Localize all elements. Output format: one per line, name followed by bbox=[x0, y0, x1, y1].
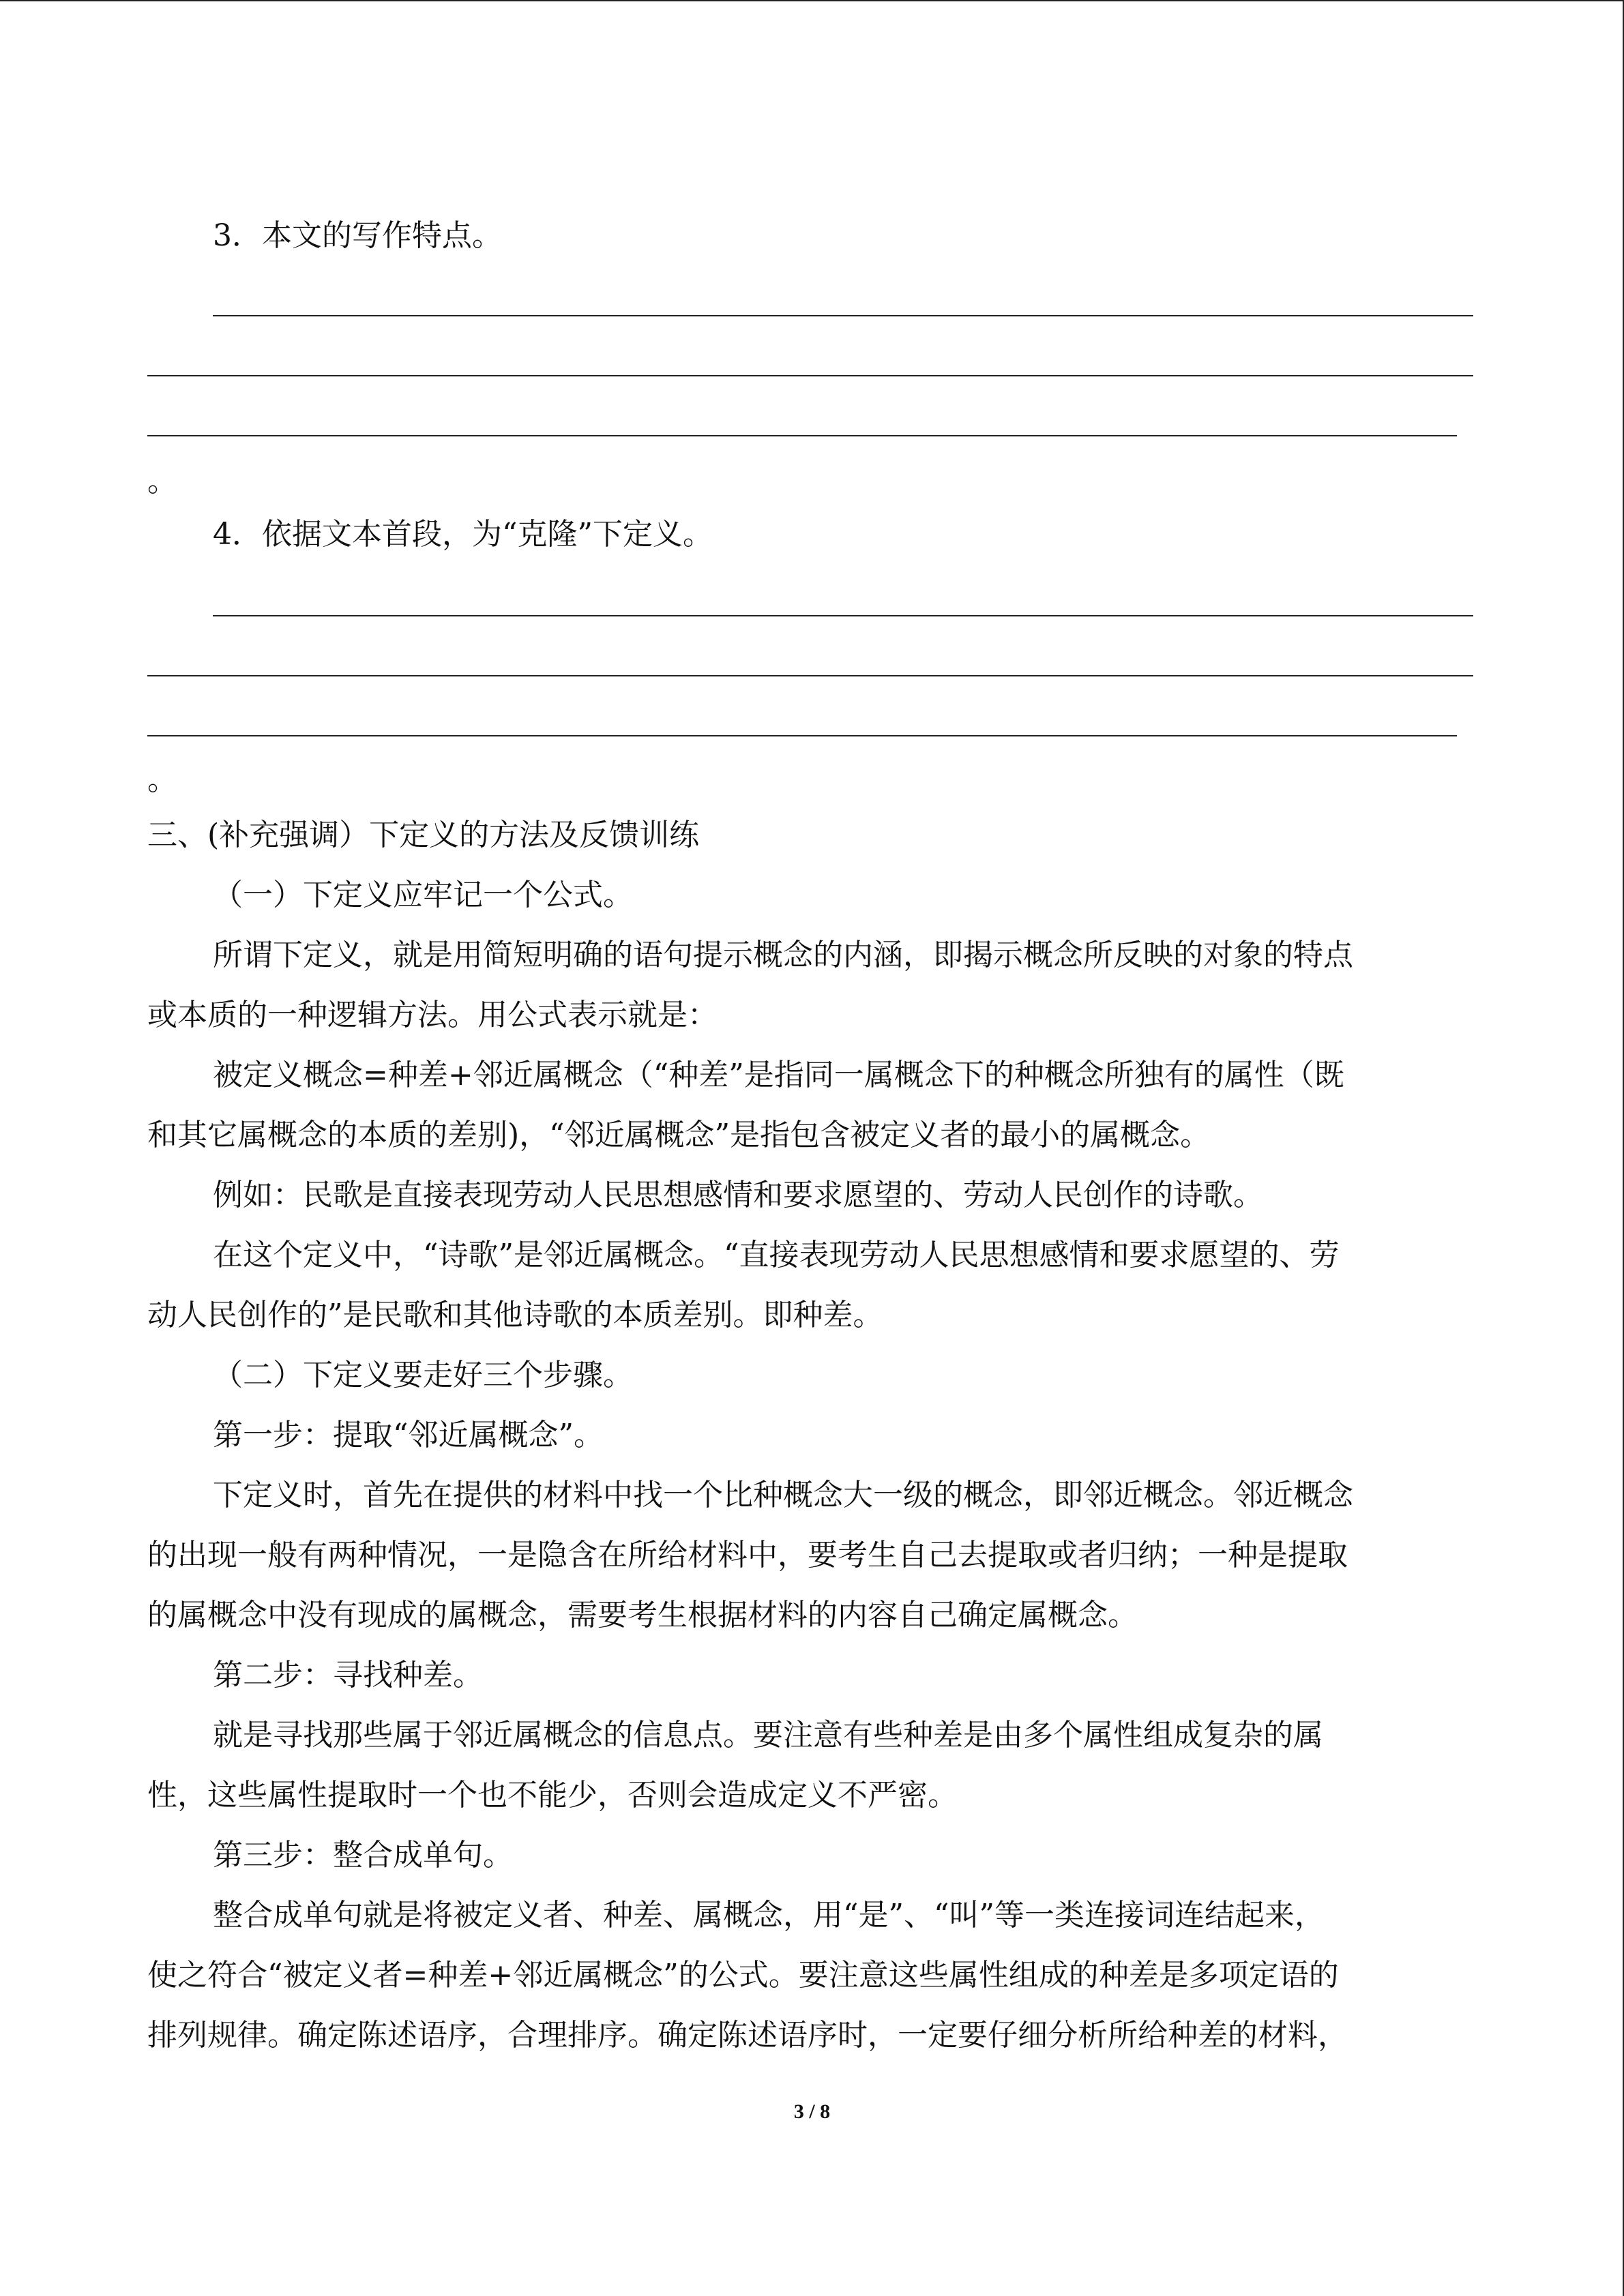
subheading-2: （二）下定义要走好三个步骤。 bbox=[213, 1358, 633, 1392]
paragraph-4-line-2: 动人民创作的”是民歌和其他诗歌的本质差别。即种差。 bbox=[147, 1298, 883, 1332]
step-1-heading: 第一步：提取“邻近属概念”。 bbox=[213, 1418, 604, 1452]
answer-line-q3-1[interactable] bbox=[213, 315, 1473, 316]
answer-line-q4-2[interactable] bbox=[147, 675, 1473, 676]
section-heading: 三、(补充强调）下定义的方法及反馈训练 bbox=[147, 818, 700, 852]
question-4-end-mark: 。 bbox=[147, 762, 177, 797]
page-number: 3 / 8 bbox=[793, 2100, 831, 2123]
paragraph-5-line-1: 下定义时，首先在提供的材料中找一个比种概念大一级的概念，即邻近概念。邻近概念 bbox=[213, 1478, 1353, 1512]
answer-line-q3-3[interactable] bbox=[147, 435, 1457, 436]
paragraph-5-line-3: 的属概念中没有现成的属概念，需要考生根据材料的内容自己确定属概念。 bbox=[147, 1598, 1138, 1632]
paragraph-7-line-2: 使之符合“被定义者=种差+邻近属概念”的公式。要注意这些属性组成的种差是多项定语的 bbox=[147, 1958, 1339, 1993]
paragraph-2-line-1: 被定义概念=种差+邻近属概念（“种差”是指同一属概念下的种概念所独有的属性（既 bbox=[213, 1058, 1344, 1092]
paragraph-1-line-2: 或本质的一种逻辑方法。用公式表示就是： bbox=[147, 998, 718, 1032]
paragraph-2-line-2: 和其它属概念的本质的差别)，“邻近属概念”是指包含被定义者的最小的属概念。 bbox=[147, 1118, 1211, 1152]
paragraph-3: 例如：民歌是直接表现劳动人民思想感情和要求愿望的、劳动人民创作的诗歌。 bbox=[213, 1178, 1263, 1212]
step-3-heading: 第三步：整合成单句。 bbox=[213, 1838, 513, 1873]
paragraph-7-line-3: 排列规律。确定陈述语序，合理排序。确定陈述语序时，一定要仔细分析所给种差的材料， bbox=[147, 2018, 1348, 2053]
question-4-prompt: 4．依据文本首段，为“克隆”下定义。 bbox=[213, 517, 713, 552]
paragraph-6-line-2: 性，这些属性提取时一个也不能少，否则会造成定义不严密。 bbox=[147, 1778, 958, 1813]
question-3-prompt: 3．本文的写作特点。 bbox=[213, 218, 502, 253]
answer-line-q4-3[interactable] bbox=[147, 735, 1457, 736]
step-2-heading: 第二步：寻找种差。 bbox=[213, 1658, 483, 1693]
subheading-1: （一）下定义应牢记一个公式。 bbox=[213, 878, 633, 912]
answer-line-q4-1[interactable] bbox=[213, 615, 1473, 616]
paragraph-7-line-1: 整合成单句就是将被定义者、种差、属概念，用“是”、“叫”等一类连接词连结起来， bbox=[213, 1898, 1325, 1933]
answer-line-q3-2[interactable] bbox=[147, 375, 1473, 376]
paragraph-4-line-1: 在这个定义中，“诗歌”是邻近属概念。“直接表现劳动人民思想感情和要求愿望的、劳 bbox=[213, 1238, 1340, 1272]
paragraph-1-line-1: 所谓下定义，就是用简短明确的语句提示概念的内涵，即揭示概念所反映的对象的特点 bbox=[213, 938, 1353, 972]
paragraph-6-line-1: 就是寻找那些属于邻近属概念的信息点。要注意有些种差是由多个属性组成复杂的属 bbox=[213, 1718, 1323, 1753]
question-3-end-mark: 。 bbox=[147, 464, 177, 498]
paragraph-5-line-2: 的出现一般有两种情况，一是隐含在所给材料中，要考生自己去提取或者归纳；一种是提取 bbox=[147, 1538, 1348, 1572]
